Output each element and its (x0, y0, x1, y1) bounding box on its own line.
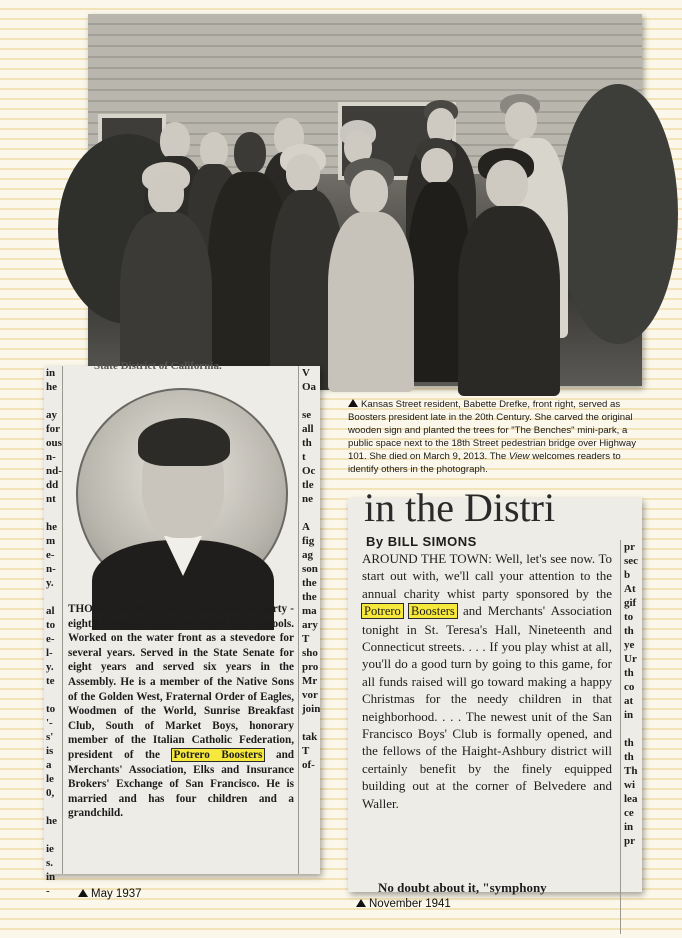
margin-fragment: At (624, 583, 636, 595)
byline: By BILL SIMONS (366, 534, 477, 549)
margin-fragment: Oc (302, 465, 316, 477)
margin-fragment: in (46, 871, 56, 883)
triangle-marker-icon (356, 899, 366, 907)
margin-fragment: gif (624, 597, 637, 609)
highlight-potrero-boosters: Potrero Boosters (173, 748, 263, 761)
margin-fragment: of- (302, 759, 315, 771)
margin-fragment: 0, (46, 787, 55, 799)
triangle-marker-icon (78, 889, 88, 897)
margin-fragment (44, 394, 62, 408)
margin-fragment: n- (46, 563, 56, 575)
margin-fragment (299, 394, 321, 408)
clipping-cut-text: No doubt about it, "symphony (378, 880, 547, 895)
margin-fragment: tak (302, 731, 318, 743)
margin-fragment: ie (46, 843, 54, 855)
margin-fragment (44, 688, 62, 702)
margin-fragment: he (46, 815, 57, 827)
margin-fragment: T (302, 633, 310, 645)
margin-fragment (621, 722, 643, 736)
margin-fragment: lea (624, 793, 638, 805)
margin-fragment (44, 828, 62, 842)
triangle-marker-icon (348, 399, 358, 407)
clipping-text: celebrates his forty - eighth birthday today. Attended local schools. Worked on the water front as a stevedore for several years. Served in the State Senate for eight years and served six years in the Assembly. He is a member of the Native Sons of the Golden West, Fraternal Order of Eagles, Woodmen of the World, Sunrise Breakfast Club, South of Market Boys, honorary member of the Italian Catholic Federation, president of the (68, 603, 294, 761)
margin-fragment: Mr (302, 675, 318, 687)
margin-fragment: in (624, 821, 634, 833)
margin-fragment: wi (624, 779, 635, 791)
photo-caption (348, 398, 648, 476)
margin-fragment (299, 716, 321, 730)
margin-fragment: nt (46, 493, 56, 505)
margin-fragment: pro (302, 661, 319, 673)
margin-fragment: a (46, 759, 52, 771)
margin-fragment: in (624, 709, 634, 721)
group-photo (88, 14, 642, 386)
highlight-potrero: Potrero (364, 604, 401, 619)
margin-fragment: to (46, 619, 56, 631)
clipping-right-margin (620, 540, 643, 934)
margin-fragment: l- (46, 647, 53, 659)
caption-text-end: welcomes readers to identify others in the photograph. (348, 451, 621, 475)
margin-fragment: y. (46, 577, 54, 589)
margin-fragment: m (46, 535, 56, 547)
margin-fragment: th (624, 737, 634, 749)
margin-fragment: ce (624, 807, 634, 819)
margin-fragment: to (624, 611, 634, 623)
margin-fragment: sec (624, 555, 639, 567)
margin-fragment: fig (302, 535, 315, 547)
margin-fragment: the (302, 591, 317, 603)
clipping-left-margin (44, 366, 63, 897)
portrait-photo (76, 388, 288, 600)
clipping-right-margin (298, 366, 321, 874)
margin-fragment: tle (302, 479, 314, 491)
margin-fragment: he (46, 381, 57, 393)
margin-fragment: te (46, 675, 55, 687)
margin-fragment: ous (46, 437, 62, 449)
margin-fragment: s' (46, 731, 54, 743)
margin-fragment: y. (46, 661, 54, 673)
margin-fragment: e- (46, 549, 55, 561)
margin-fragment: co (624, 681, 635, 693)
clipping-1941 (348, 485, 642, 895)
caption-text: Kansas Street resident, Babette Drefke, front right, served as Boosters president late in the 20th Century. She carved the original wooden sign and planted the trees for "The Benches" mini-park, a public space next to the 18th Street pedestrian bridge over Highway 101. She died on March 9, 2013. The (348, 399, 636, 462)
person-name: THOMAS A. MALONEY (68, 603, 193, 615)
margin-fragment: t (302, 451, 306, 463)
margin-fragment: ag (302, 549, 313, 561)
margin-fragment: join (302, 703, 321, 715)
margin-fragment (44, 800, 62, 814)
margin-fragment: dd (46, 479, 59, 491)
margin-fragment: Ur (624, 653, 637, 665)
margin-fragment: ay (46, 409, 57, 421)
margin-fragment: n- (46, 451, 56, 463)
tree-foliage (558, 84, 678, 344)
margin-fragment: ne (302, 493, 313, 505)
margin-fragment: th (302, 437, 312, 449)
margin-fragment: ma (302, 605, 317, 617)
margin-fragment: b (624, 569, 631, 581)
margin-fragment (299, 506, 321, 520)
margin-fragment: all (302, 423, 314, 435)
margin-fragment: at (624, 695, 634, 707)
margin-fragment: th (624, 751, 634, 763)
margin-fragment: in (46, 367, 56, 379)
margin-fragment: al (46, 605, 55, 617)
margin-fragment: th (624, 667, 634, 679)
margin-fragment: le (46, 773, 54, 785)
margin-fragment: pr (624, 541, 635, 553)
margin-fragment: he (46, 521, 57, 533)
margin-fragment: son (302, 563, 318, 575)
date-label-1941: November 1941 (356, 898, 451, 910)
margin-fragment: A (302, 521, 310, 533)
margin-fragment: Oa (302, 381, 317, 393)
highlight-boosters: Boosters (411, 604, 455, 619)
margin-fragment: nd- (46, 465, 62, 477)
clipping-body: AROUND THE TOWN: Well, let's see now. To start out with, we'll call your attention to the annual charity whist party sponsored by the Potrero Boosters and Merchants' Association tonight in St. Teresa's Hall, Nineteenth and Connecticut streets. . . . If you play whist at all, you'll do a good turn by going to this game, for all funds raised will go toward making a happy Christmas for the needy children in that neighborhood. . . . The newest unit of the San Francisco Boys' Club is formally opened, and the fellows of the Haight-Ashbury district will certainly benefit by the finely equipped building out at the corner of Belvedere and Waller. (362, 551, 612, 811)
margin-fragment: th (624, 625, 634, 637)
margin-fragment: e- (46, 633, 55, 645)
margin-fragment: for (46, 423, 61, 435)
margin-fragment: '- (46, 717, 53, 729)
clipping-body (68, 602, 294, 821)
margin-fragment: ye (624, 639, 635, 651)
caption-italic-view: View (508, 451, 530, 462)
clipping-cut-text: State District of California. (94, 360, 222, 372)
margin-fragment: ary (302, 619, 318, 631)
margin-fragment: pr (624, 835, 635, 847)
date-label-1937: May 1937 (78, 888, 142, 900)
margin-fragment (44, 506, 62, 520)
margin-fragment: sho (302, 647, 318, 659)
margin-fragment: - (46, 885, 50, 897)
margin-fragment: is (46, 745, 54, 757)
margin-fragment: vor (302, 689, 318, 701)
headline-fragment: in the Distri (364, 485, 556, 530)
margin-fragment (44, 590, 62, 604)
margin-fragment: V (302, 367, 310, 379)
clipping-text-end: and Merchants' Association, Elks and Insurance Brokers' Exchange of San Francisco. He is married and has four children and a grandchild. (68, 748, 295, 820)
margin-fragment: to (46, 703, 56, 715)
margin-fragment: the (302, 577, 317, 589)
margin-fragment: T (302, 745, 310, 757)
margin-fragment: se (302, 409, 312, 421)
margin-fragment: s. (46, 857, 54, 869)
margin-fragment: Th (624, 765, 638, 777)
